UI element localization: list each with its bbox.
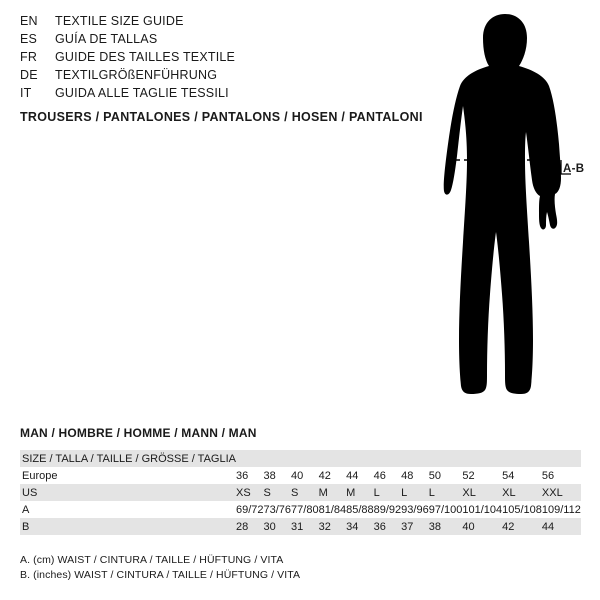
cell: 52 — [462, 469, 475, 482]
cell — [542, 450, 581, 467]
language-code: DE — [20, 68, 38, 82]
cell: 77/80 — [291, 503, 319, 516]
cell — [429, 450, 463, 467]
cell: 32 — [319, 518, 347, 535]
cell: XL — [462, 484, 502, 501]
cell: 44 — [542, 518, 581, 535]
language-row — [20, 68, 410, 86]
cell: 37 — [401, 518, 429, 535]
row-label: B — [20, 518, 236, 535]
cell: 38 — [263, 469, 276, 482]
figure-area — [415, 10, 600, 410]
row-label: US — [20, 484, 236, 501]
cell: 73/76 — [263, 503, 292, 516]
male-silhouette-icon — [415, 10, 600, 410]
cell: 56 — [541, 469, 555, 482]
cell: 36 — [235, 469, 249, 482]
cell: 36 — [374, 518, 402, 535]
language-text: TEXTILGRÖßENFÜHRUNG — [55, 68, 218, 82]
row-label: Europe — [22, 469, 58, 482]
cell: L — [374, 484, 402, 501]
language-code: EN — [20, 14, 38, 28]
cell: XS — [236, 484, 264, 501]
language-row — [20, 14, 410, 32]
cell: 30 — [264, 518, 292, 535]
cell: 69/72 — [235, 503, 264, 516]
cell: 48 — [401, 469, 414, 482]
cell — [502, 450, 542, 467]
section-title: TROUSERS / PANTALONES / PANTALONS / HOSEN / PANTALONI — [20, 110, 423, 124]
cell: M — [319, 484, 347, 501]
cell: M — [346, 484, 374, 501]
cell — [462, 450, 502, 467]
size-table — [20, 450, 581, 535]
cell: 38 — [429, 518, 463, 535]
table-row — [20, 501, 581, 518]
cell: 109/112 — [541, 503, 581, 516]
row-label: SIZE / TALLA / TAILLE / GRÖSSE / TAGLIA — [20, 450, 236, 467]
cell — [346, 450, 374, 467]
cell: 42 — [502, 518, 542, 535]
cell: 44 — [346, 469, 359, 482]
cell: XL — [502, 484, 542, 501]
table-row — [20, 450, 581, 467]
cell: 54 — [502, 469, 515, 482]
cell — [319, 450, 347, 467]
language-text: GUIDE DES TAILLES TEXTILE — [55, 50, 236, 64]
table-row — [20, 467, 581, 484]
cell: 40 — [291, 469, 304, 482]
cell: 97/100 — [428, 503, 463, 516]
language-code: IT — [20, 86, 32, 100]
footnote-b: B. (inches) WAIST / CINTURA / TAILLE / HÜFTUNG / VITA — [20, 569, 301, 581]
language-list — [20, 14, 410, 104]
cell — [374, 450, 402, 467]
cell — [291, 450, 319, 467]
cell: 40 — [462, 518, 502, 535]
cell: 101/104 — [462, 503, 503, 516]
cell — [401, 450, 429, 467]
cell: 81/84 — [318, 503, 347, 516]
cell: L — [401, 484, 429, 501]
cell: 50 — [428, 469, 441, 482]
language-text: GUIDA ALLE TAGLIE TESSILI — [55, 86, 229, 100]
language-code: FR — [20, 50, 38, 64]
cell: S — [291, 484, 319, 501]
cell: 46 — [373, 469, 386, 482]
cell: 85/88 — [346, 503, 374, 516]
cell: 93/96 — [401, 503, 429, 516]
footnotes — [20, 554, 300, 584]
language-row — [20, 32, 410, 50]
cell: 105/108 — [502, 503, 542, 516]
language-row — [20, 86, 410, 104]
cell — [236, 450, 264, 467]
cell: XXL — [542, 484, 581, 501]
language-row — [20, 50, 410, 68]
cell: S — [264, 484, 292, 501]
cell: L — [429, 484, 463, 501]
language-code: ES — [20, 32, 38, 46]
footnote-a: A. (cm) WAIST / CINTURA / TAILLE / HÜFTUNG / VITA — [20, 554, 284, 566]
language-text: GUÍA DE TALLAS — [55, 32, 158, 46]
cell — [264, 450, 292, 467]
cell: 31 — [291, 518, 319, 535]
cell: 42 — [318, 469, 331, 482]
table-row — [20, 518, 581, 535]
language-text: TEXTILE SIZE GUIDE — [55, 14, 184, 28]
cell: 34 — [346, 518, 374, 535]
measurement-label-ab: A-B — [563, 163, 585, 175]
row-label: A — [22, 503, 30, 516]
table-row — [20, 484, 581, 501]
cell: 28 — [236, 518, 264, 535]
cell: 89/92 — [373, 503, 402, 516]
table-title: MAN / HOMBRE / HOMME / MANN / MAN — [20, 426, 257, 440]
